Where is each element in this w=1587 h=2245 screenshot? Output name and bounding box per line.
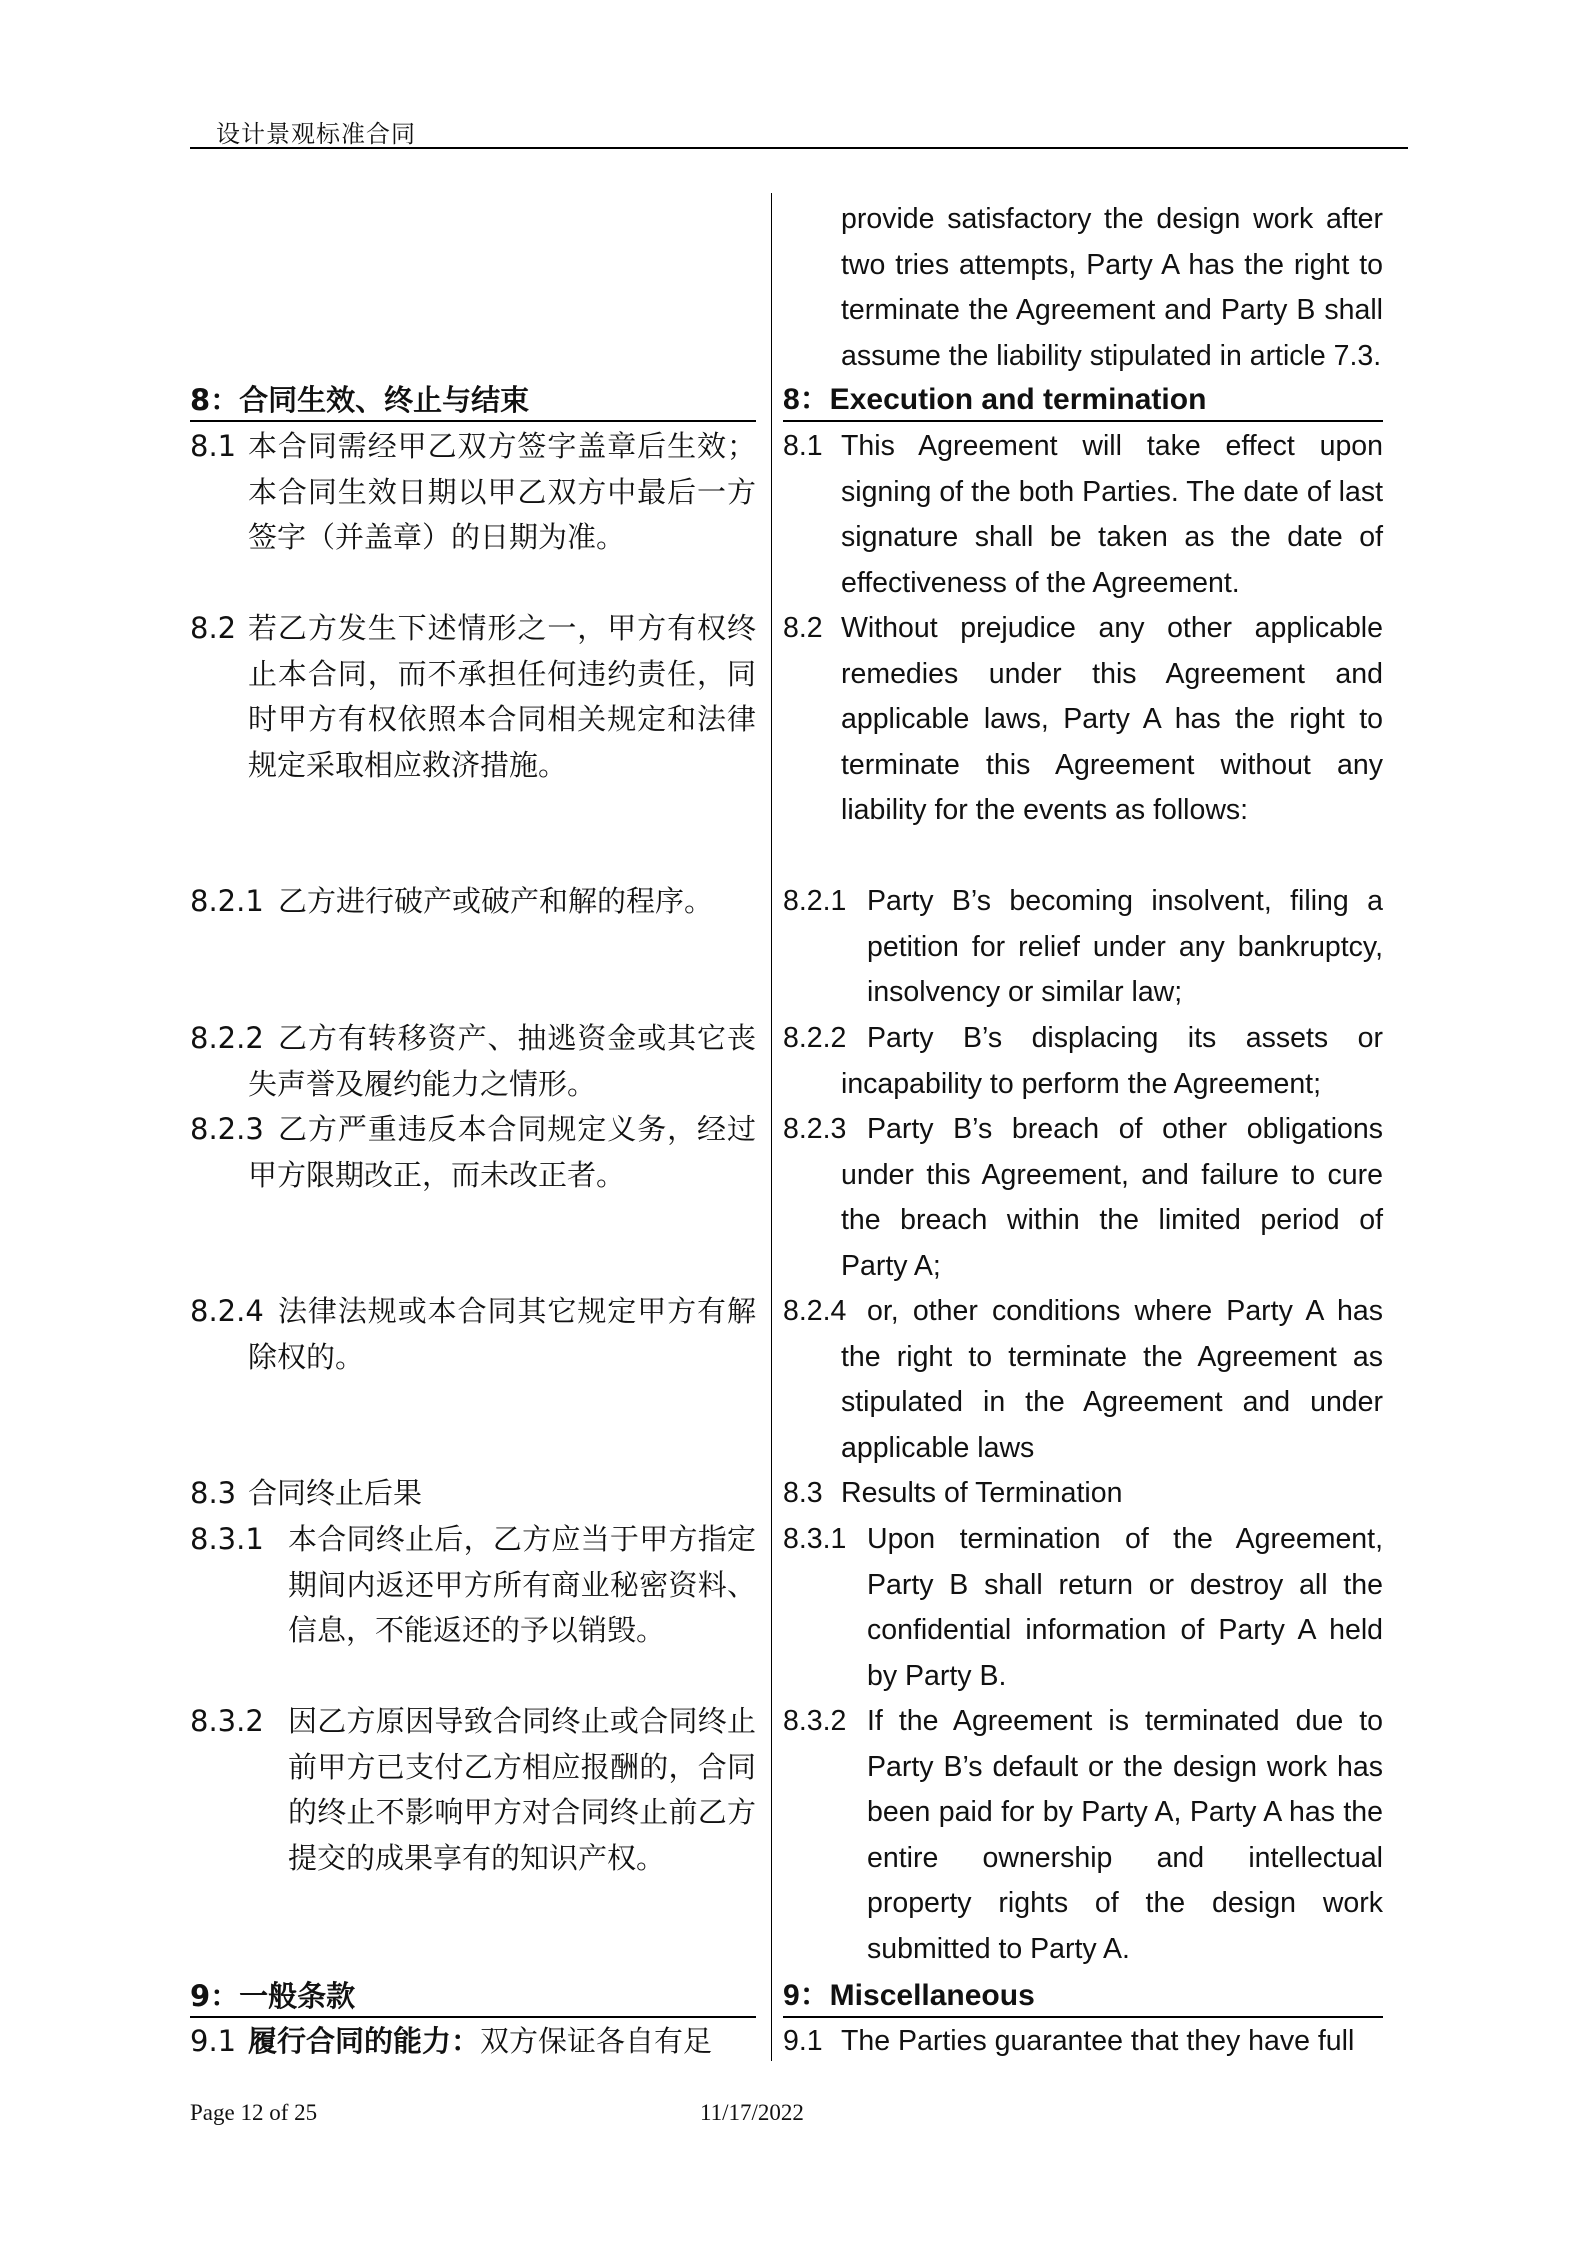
clause-text: 乙方严重违反本合同规定义务，经过甲方限期改正，而未改正者。 — [248, 1112, 756, 1192]
clause-8-3-2-zh — [190, 1699, 756, 1881]
clause-8-1-en — [783, 424, 1383, 606]
clause-number: 8.1 — [190, 429, 237, 463]
clause-number: 8.3 — [190, 1476, 237, 1510]
clause-number: 8.3.2 — [190, 1704, 264, 1738]
clause-text: Party B’s displacing its assets or incapability to perform the Agreement; — [841, 1022, 1383, 1100]
footer-date: 11/17/2022 — [700, 2100, 804, 2125]
clause-8-3-1-en — [783, 1517, 1383, 1699]
clause-number: 8.2.1 — [190, 884, 264, 918]
clause-number: 8.2.3 — [190, 1112, 264, 1146]
clause-number: 8.2.2 — [783, 1022, 847, 1054]
header-title: 设计景观标准合同 — [216, 120, 416, 148]
clause-number: 8.3.1 — [783, 1523, 847, 1555]
clause-8-3-2-en — [783, 1699, 1383, 1972]
clause-text: The Parties guarantee that they have full — [841, 2025, 1355, 2057]
header-rule — [190, 147, 1408, 149]
section-8-heading-zh: 8：合同生效、终止与结束 — [190, 380, 756, 422]
clause-8-2-3-zh — [190, 1107, 756, 1198]
clause-8-3-en — [783, 1471, 1383, 1517]
clause-number: 8.3.1 — [190, 1522, 264, 1556]
clause-number: 9.1 — [190, 2024, 237, 2058]
clause-9-1-en — [783, 2019, 1383, 2065]
clause-8-2-3-en — [783, 1107, 1383, 1289]
clause-text: or, other conditions where Party A has the right to terminate the Agreement as stipulated in the Agreement and under applicable laws — [841, 1295, 1383, 1464]
footer-page-number: Page 12 of 25 — [190, 2100, 318, 2125]
clause-text: Party B’s becoming insolvent, filing a petition for relief under any bankruptcy, insolvency or similar law; — [867, 885, 1383, 1008]
clause-8-2-1-en — [783, 879, 1383, 1016]
clause-number: 8.2.3 — [783, 1113, 847, 1145]
clause-8-3-zh — [190, 1471, 756, 1517]
clause-8-2-2-en — [783, 1016, 1383, 1107]
clause-text: 本合同需经甲乙双方签字盖章后生效；本合同生效日期以甲乙双方中最后一方签字（并盖章）的日期为准。 — [248, 429, 756, 554]
column-divider — [771, 193, 772, 2061]
clause-8-2-en — [783, 606, 1383, 834]
clause-text: 因乙方原因导致合同终止或合同终止前甲方已支付乙方相应报酬的，合同的终止不影响甲方对合同终止前乙方提交的成果享有的知识产权。 — [288, 1704, 756, 1875]
clause-text: 乙方有转移资产、抽逃资金或其它丧失声誉及履约能力之情形。 — [248, 1021, 756, 1101]
clause-text: If the Agreement is terminated due to Party B’s default or the design work has been paid for by Party A, Party A has the entire ownership and intellectual property rights of the design work submitted to Party A. — [867, 1705, 1383, 1965]
clause-number: 8.2.2 — [190, 1021, 264, 1055]
clause-8-2-4-zh — [190, 1289, 756, 1380]
clause-9-1-zh — [190, 2019, 756, 2065]
clause-8-2-4-en — [783, 1289, 1383, 1471]
clause-number: 8.3.2 — [783, 1705, 847, 1737]
clause-text: 双方保证各自有足 — [480, 2024, 713, 2058]
clause-8-1-zh — [190, 424, 756, 561]
clause-number: 8.2 — [190, 611, 237, 645]
clause-number: 8.3 — [783, 1477, 823, 1509]
clause-number: 9.1 — [783, 2025, 823, 2057]
section-9-heading-en: 9：Miscellaneous — [783, 1976, 1383, 2018]
clause-text: 若乙方发生下述情形之一，甲方有权终止本合同，而不承担任何违约责任，同时甲方有权依照本合同相关规定和法律规定采取相应救济措施。 — [248, 611, 756, 782]
clause-text: 本合同终止后，乙方应当于甲方指定期间内返还甲方所有商业秘密资料、信息，不能返还的予以销毁。 — [288, 1522, 756, 1647]
clause-text: This Agreement will take effect upon signing of the both Parties. The date of last signature shall be taken as the date of effectiveness of the Agreement. — [841, 430, 1383, 599]
clause-text: Results of Termination — [841, 1477, 1123, 1509]
clause-7-continuation-en: provide satisfactory the design work after two tries attempts, Party A has the right to terminate the Agreement and Party B shall assume the liability stipulated in article 7.3. — [841, 203, 1383, 372]
clause-text: Without prejudice any other applicable remedies under this Agreement and applicable laws, Party A has the right to terminate this Agreement without any liability for the events as follows: — [841, 612, 1383, 826]
clause-text: 合同终止后果 — [248, 1476, 423, 1510]
clause-8-2-2-zh — [190, 1016, 756, 1107]
clause-text: Upon termination of the Agreement, Party B shall return or destroy all the confidential information of Party A held by Party B. — [867, 1523, 1383, 1692]
clause-number: 8.2.4 — [783, 1295, 847, 1327]
section-9-heading-zh: 9：一般条款 — [190, 1976, 756, 2018]
clause-8-2-zh — [190, 606, 756, 788]
section-8-heading-en: 8：Execution and termination — [783, 380, 1383, 422]
clause-bold-lead: 履行合同的能力： — [248, 2024, 481, 2058]
clause-number: 8.2.4 — [190, 1294, 264, 1328]
clause-8-3-1-zh — [190, 1517, 756, 1654]
clause-number: 8.2 — [783, 612, 823, 644]
clause-text: 法律法规或本合同其它规定甲方有解除权的。 — [248, 1294, 756, 1374]
clause-number: 8.1 — [783, 430, 823, 462]
clause-number: 8.2.1 — [783, 885, 847, 917]
clause-8-2-1-zh — [190, 879, 756, 925]
clause-text: Party B’s breach of other obligations under this Agreement, and failure to cure the breach within the limited period of Party A; — [841, 1113, 1383, 1282]
clause-text: 乙方进行破产或破产和解的程序。 — [278, 884, 714, 918]
